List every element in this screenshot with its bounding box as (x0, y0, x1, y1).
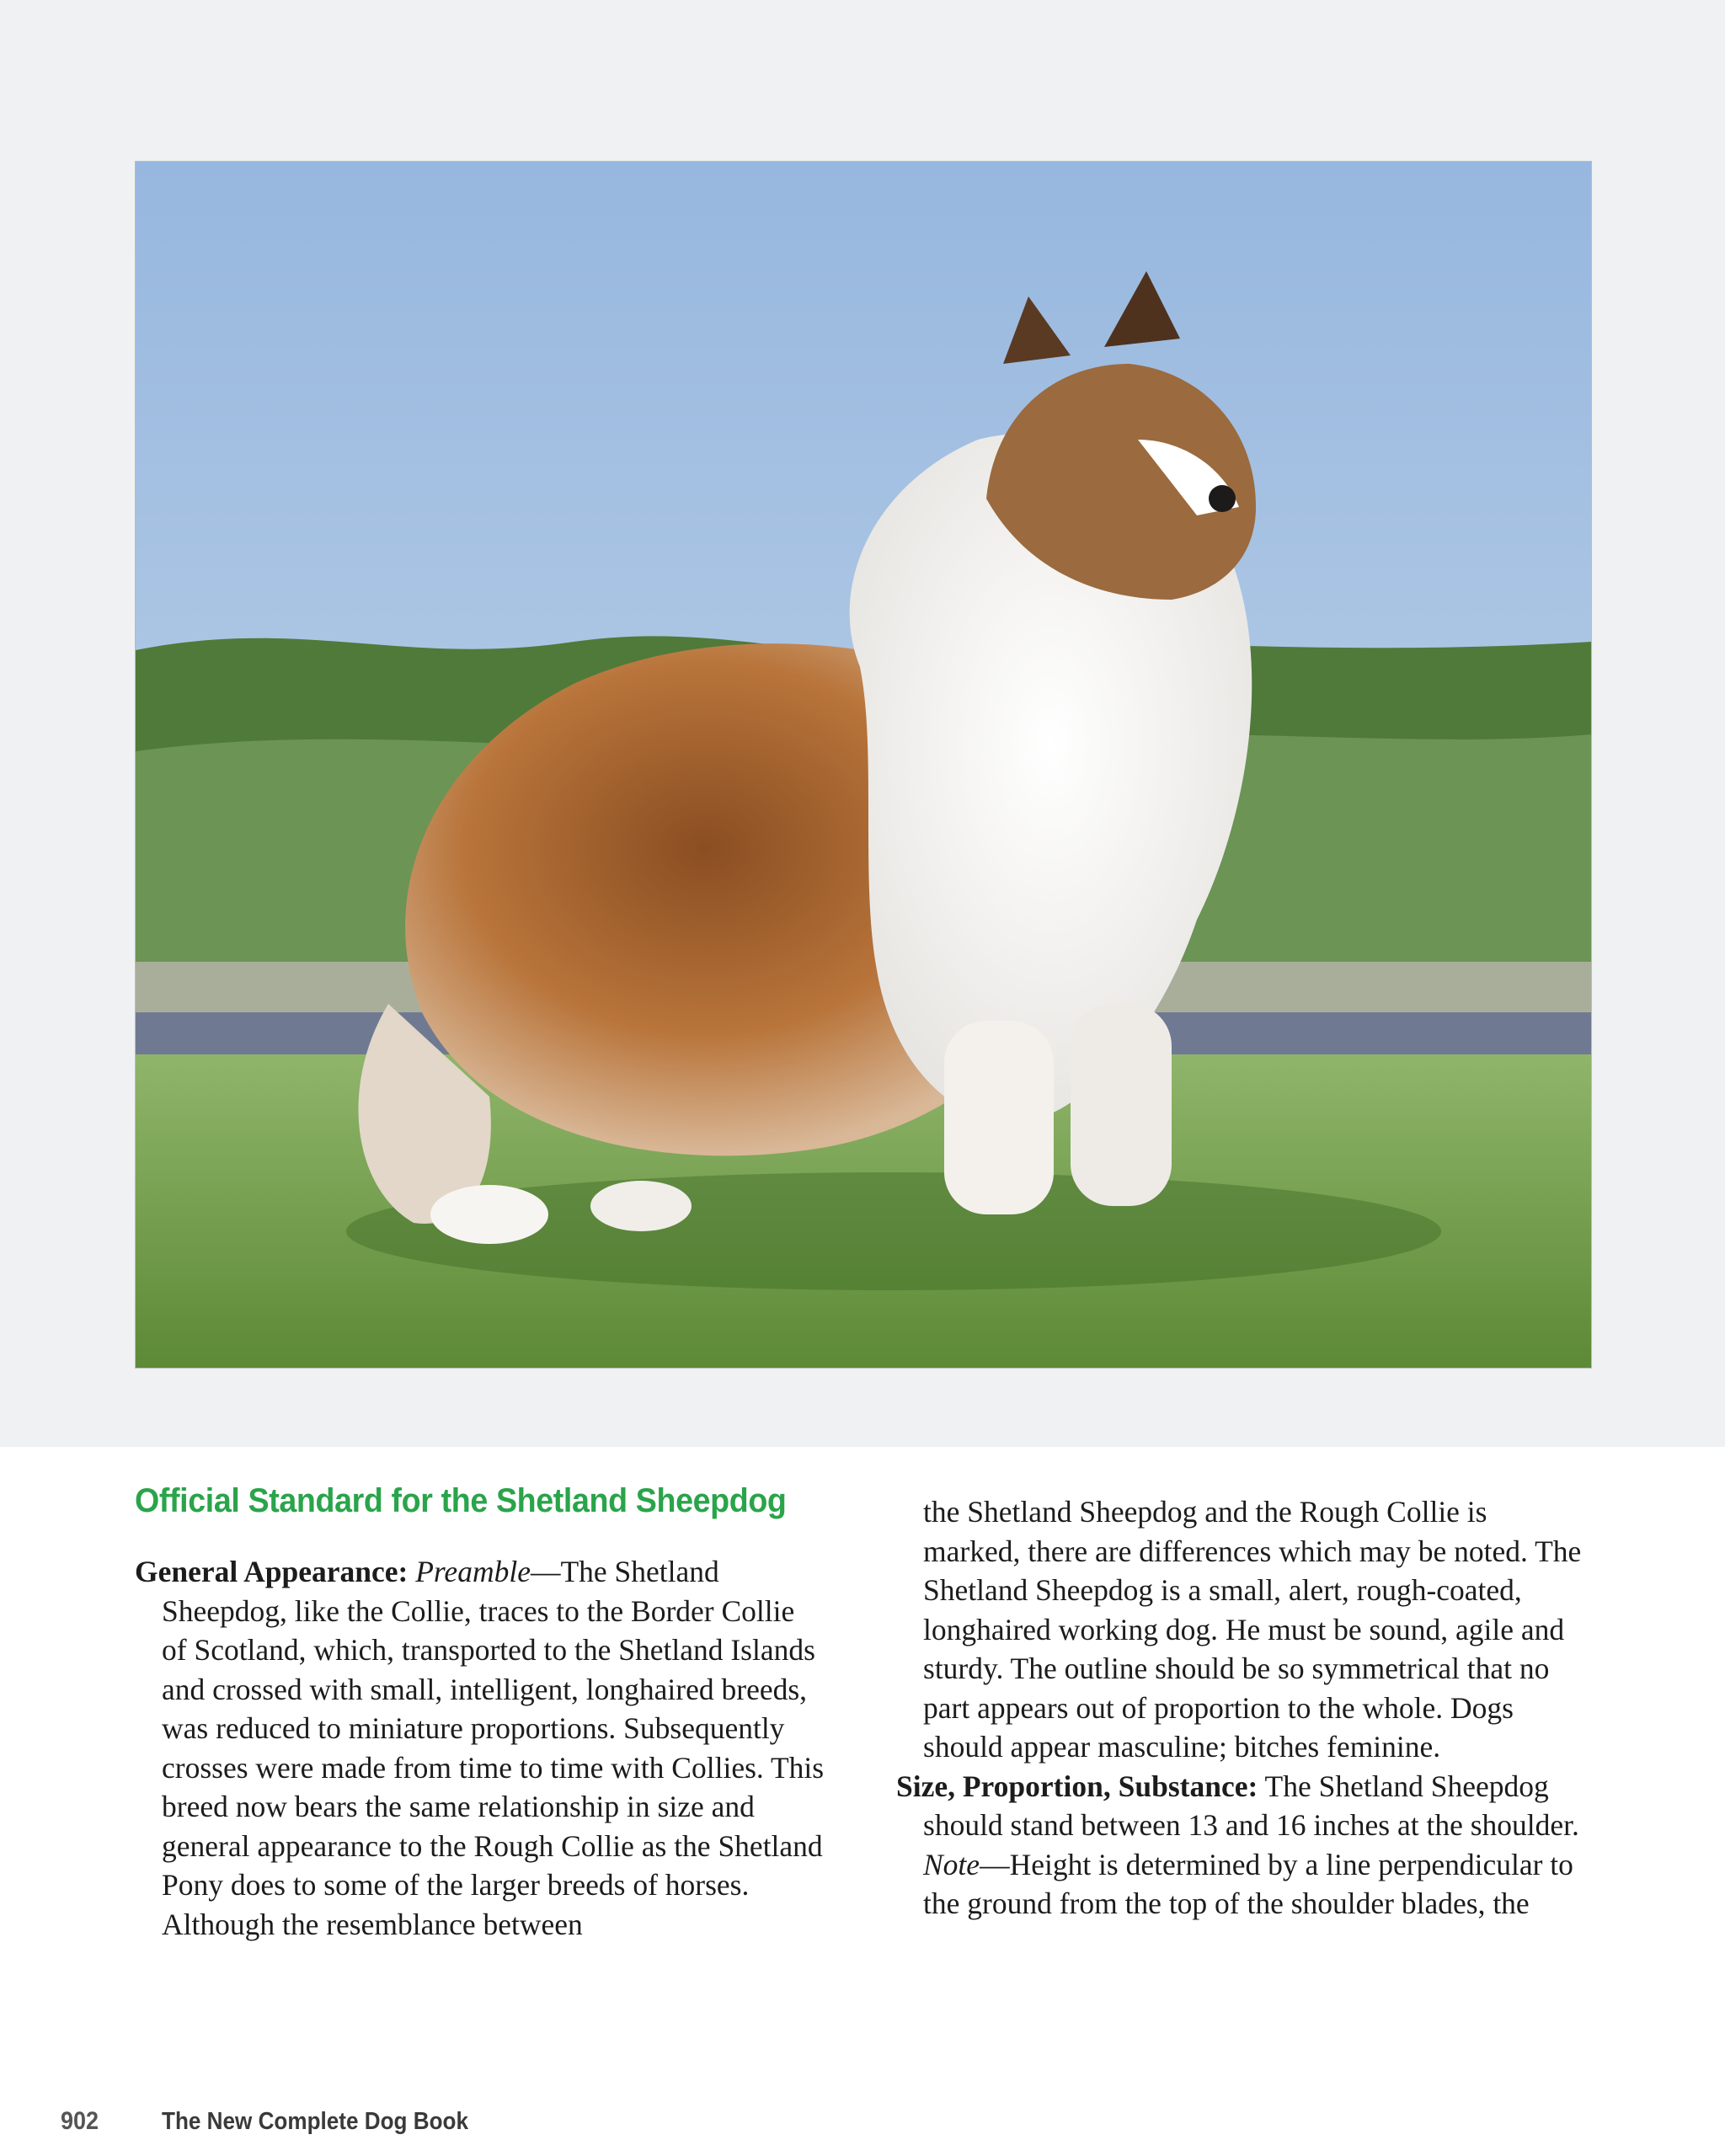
general-appearance-lead: General Appearance: (135, 1555, 409, 1588)
general-appearance-text: —The Shetland Sheepdog, like the Collie, traces to the Border Collie of Scotland, which, transported to the Shetland Islands and crossed with small, intelligent, longhaired breeds, was reduced to miniature proportions. Subsequently crosses were made from time to time with Collies. This breed now bears the same relationship in size and general appearance to the Rough Collie as the Shetland Pony does to some of the larger breeds of horses. Although the resemblance between (162, 1555, 825, 1941)
shetland-sheepdog-photo (135, 161, 1592, 1369)
preamble-term: Preamble (415, 1555, 531, 1588)
section-title: Official Standard for the Shetland Sheepdog (135, 1482, 787, 1519)
left-column (135, 1482, 825, 1944)
page-number: 902 (61, 2107, 99, 2135)
dog-illustration (136, 162, 1591, 1368)
general-appearance-paragraph (135, 1552, 825, 1944)
size-proportion-lead: Size, Proportion, Substance: (896, 1769, 1258, 1803)
size-proportion-paragraph (896, 1767, 1587, 1924)
general-appearance-continued: the Shetland Sheepdog and the Rough Collie is marked, there are differences which may be noted. The Shetland Sheepdog is a small, alert, rough-coated, longhaired working dog. He must be sound, agile and sturdy. The outline should be so symmetrical that no part appears out of proportion to the whole. Dogs should appear masculine; bitches feminine. (923, 1495, 1582, 1764)
size-proportion-text-2: —Height is determined by a line perpendicular to the ground from the top of the shoulder blades, the (923, 1847, 1573, 1920)
page-footer (61, 2107, 502, 2136)
running-title: The New Complete Dog Book (162, 2108, 468, 2135)
size-proportion-text-1: The Shetland Sheepdog should stand between 13 and 16 inches at the shoulder. (923, 1769, 1579, 1842)
note-term: Note (923, 1847, 980, 1881)
right-column (896, 1492, 1587, 1924)
